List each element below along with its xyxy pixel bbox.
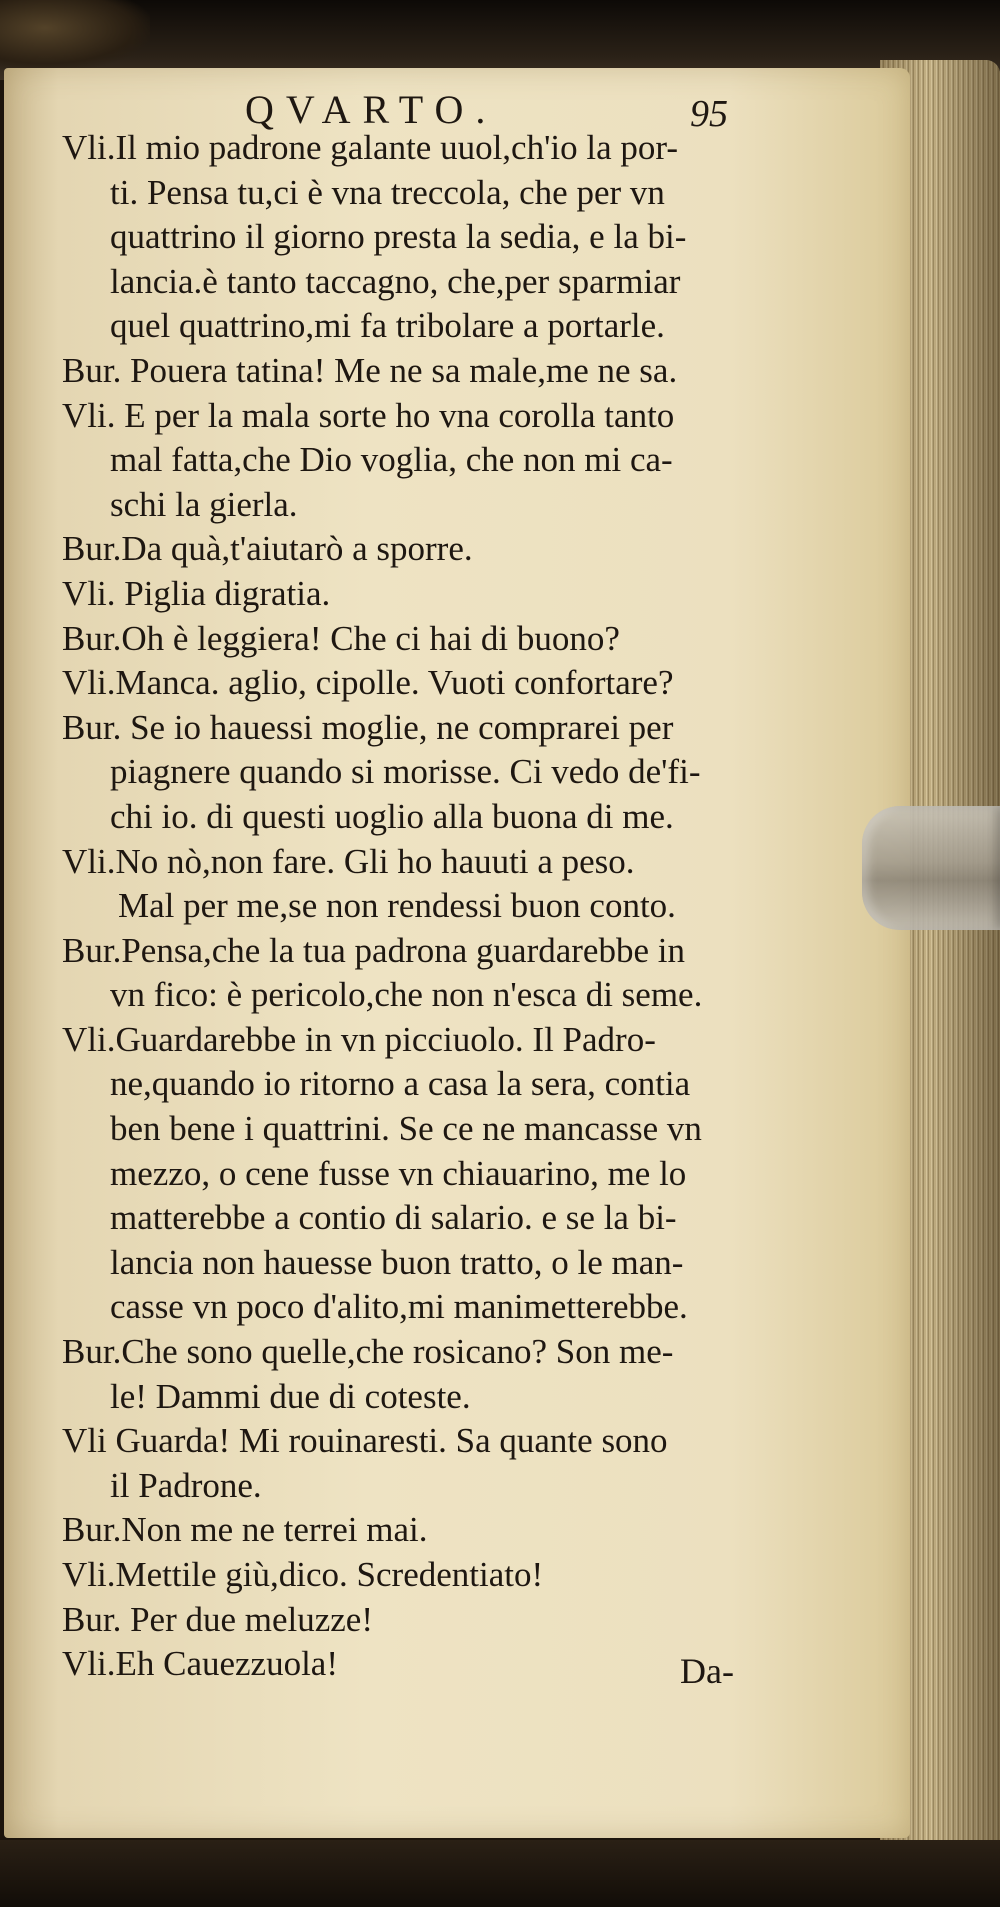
text-line: Vli Guarda! Mi rouinaresti. Sa quante sono <box>62 1421 668 1461</box>
text-block <box>62 126 802 1687</box>
text-line: vn fico: è pericolo,che non n'esca di seme. <box>110 975 703 1015</box>
text-line: schi la gierla. <box>110 484 298 524</box>
text-line: Bur. Pouera tatina! Me ne sa male,me ne sa. <box>62 350 678 390</box>
catchword: Da- <box>680 1651 734 1691</box>
text-line: Vli.Guardarebbe in vn picciuolo. Il Padro- <box>62 1019 656 1059</box>
text-line: Bur. Per due meluzze! <box>62 1599 374 1639</box>
text-line: mezzo, o cene fusse vn chiauarino, me lo <box>110 1153 687 1193</box>
text-line: Bur.Che sono quelle,che rosicano? Son me- <box>62 1332 674 1372</box>
text-line: Bur.Oh è leggiera! Che ci hai di buono? <box>62 618 620 658</box>
text-line: piagnere quando si morisse. Ci vedo de'fi- <box>110 752 701 792</box>
text-line: Bur. Se io hauessi moglie, ne comprarei per <box>62 707 674 747</box>
text-line: Vli.No nò,non fare. Gli ho hauuti a peso. <box>62 841 635 881</box>
text-line: matterebbe a contio di salario. e se la bi- <box>110 1198 677 1238</box>
text-line: Mal per me,se non rendessi buon conto. <box>118 886 676 926</box>
text-line: ben bene i quattrini. Se ce ne mancasse vn <box>110 1109 702 1149</box>
text-line: Vli.Eh Cauezzuola! <box>62 1644 339 1684</box>
text-line: ne,quando io ritorno a casa la sera, contia <box>110 1064 691 1104</box>
book-clip <box>862 806 1000 930</box>
text-line: Vli.Manca. aglio, cipolle. Vuoti confortare? <box>62 663 674 703</box>
text-line: Bur.Non me ne terrei mai. <box>62 1510 428 1550</box>
text-line: le! Dammi due di coteste. <box>110 1376 471 1416</box>
text-line: Vli. Piglia digratia. <box>62 573 331 613</box>
text-line: quattrino il giorno presta la sedia, e la bi- <box>110 217 687 257</box>
text-line: Bur.Da quà,t'aiutarò a sporre. <box>62 529 473 569</box>
text-line: il Padrone. <box>110 1465 262 1505</box>
text-line: ti. Pensa tu,ci è vna treccola, che per vn <box>110 172 665 212</box>
running-header: QVARTO. <box>245 87 498 132</box>
text-line: mal fatta,che Dio voglia, che non mi ca- <box>110 440 673 480</box>
page-number: 95 <box>690 93 728 135</box>
binding-thread <box>0 0 150 70</box>
text-line: chi io. di questi uoglio alla buona di me. <box>110 796 674 836</box>
text-line: casse vn poco d'alito,mi manimetterebbe. <box>110 1287 688 1327</box>
scan-background-bottom <box>0 1840 1000 1907</box>
text-line: Vli.Mettile giù,dico. Scredentiato! <box>62 1555 544 1594</box>
text-line: lancia non hauesse buon tratto, o le man- <box>110 1242 684 1282</box>
text-line: lancia.è tanto taccagno, che,per sparmiar <box>110 261 681 301</box>
text-line: Vli. E per la mala sorte ho vna corolla tanto <box>62 395 675 435</box>
text-line: Bur.Pensa,che la tua padrona guardarebbe in <box>62 930 685 970</box>
text-line: Vli.Il mio padrone galante uuol,ch'io la por- <box>62 128 678 167</box>
text-line: quel quattrino,mi fa tribolare a portarle. <box>110 306 665 346</box>
